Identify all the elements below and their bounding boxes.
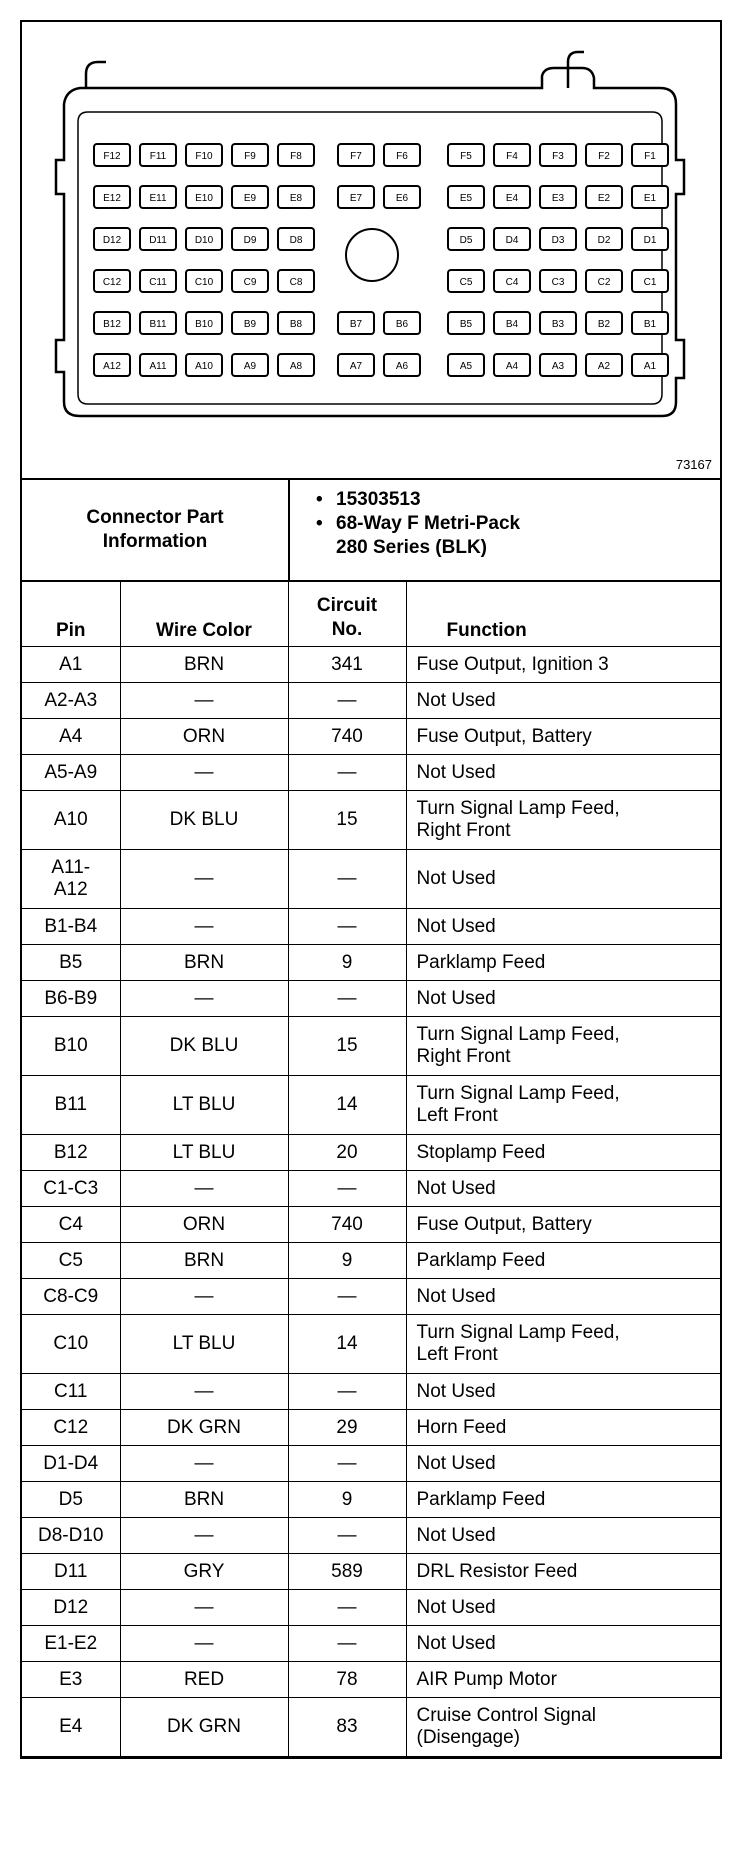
cavity-label: D8: [289, 235, 303, 246]
wire-color-cell: DK BLU: [120, 791, 288, 850]
cavity-label: B5: [459, 319, 473, 330]
function-cell: Parklamp Feed: [406, 1243, 720, 1279]
pin-cell: D1-D4: [22, 1446, 120, 1482]
cavity-label: E3: [551, 193, 565, 204]
table-row: [22, 719, 720, 755]
table-row: [22, 1482, 720, 1518]
cavity-label: A1: [643, 361, 657, 372]
pin-cell: D5: [22, 1482, 120, 1518]
wire-color-cell: —: [120, 1374, 288, 1410]
cavity-label: A12: [103, 361, 121, 372]
cavity-label: A8: [289, 361, 303, 372]
circuit-cell: 14: [288, 1076, 406, 1135]
function-cell: Fuse Output, Battery: [406, 719, 720, 755]
pin-cell: B10: [22, 1017, 120, 1076]
pin-cell: A4: [22, 719, 120, 755]
circuit-cell: 740: [288, 1207, 406, 1243]
connector-info-label: Connector Part Information: [22, 480, 290, 580]
cavity-label: F6: [396, 151, 408, 162]
wire-color-cell: BRN: [120, 1243, 288, 1279]
cavity-label: B11: [149, 319, 167, 330]
connector-center-latch: [568, 52, 584, 88]
cavity-label: C12: [102, 277, 122, 288]
function-cell: Parklamp Feed: [406, 1482, 720, 1518]
function-cell: Not Used: [406, 909, 720, 945]
cavity-label: B7: [349, 319, 363, 330]
cavity-label: E12: [103, 193, 121, 204]
pin-cell: A10: [22, 791, 120, 850]
cavity-label: B9: [243, 319, 257, 330]
pin-cell: C8-C9: [22, 1279, 120, 1315]
circuit-cell: 78: [288, 1662, 406, 1698]
function-cell: Turn Signal Lamp Feed, Left Front: [406, 1315, 720, 1374]
wire-color-cell: —: [120, 1518, 288, 1554]
cavity-label: E6: [395, 193, 409, 204]
cavity-label: E7: [349, 193, 363, 204]
table-row: [22, 1279, 720, 1315]
cavity-label: A2: [597, 361, 611, 372]
wire-color-cell: —: [120, 1626, 288, 1662]
table-row: [22, 1554, 720, 1590]
cavity-label: B6: [395, 319, 409, 330]
cavity-label: D9: [243, 235, 257, 246]
wire-color-cell: ORN: [120, 1207, 288, 1243]
table-row: [22, 1518, 720, 1554]
wire-color-cell: LT BLU: [120, 1135, 288, 1171]
cavity-label: C5: [459, 277, 473, 288]
header-wire-color: Wire Color: [120, 582, 288, 647]
table-row: [22, 791, 720, 850]
pin-cell: E1-E2: [22, 1626, 120, 1662]
table-row: [22, 1374, 720, 1410]
pin-cell: B1-B4: [22, 909, 120, 945]
wire-color-cell: DK BLU: [120, 1017, 288, 1076]
function-cell: Turn Signal Lamp Feed, Left Front: [406, 1076, 720, 1135]
cavity-label: F4: [506, 151, 518, 162]
function-cell: Stoplamp Feed: [406, 1135, 720, 1171]
cavity-label: C11: [149, 277, 167, 288]
table-row: [22, 945, 720, 981]
circuit-cell: —: [288, 981, 406, 1017]
circuit-cell: 20: [288, 1135, 406, 1171]
cavity-label: D11: [149, 235, 167, 246]
connector-left-latch: [86, 62, 106, 88]
table-row: [22, 647, 720, 683]
circuit-cell: 15: [288, 791, 406, 850]
table-row: [22, 1135, 720, 1171]
cavity-label: B12: [103, 319, 121, 330]
pin-cell: E4: [22, 1698, 120, 1757]
circuit-cell: —: [288, 1590, 406, 1626]
circuit-cell: 341: [288, 647, 406, 683]
circuit-cell: —: [288, 1374, 406, 1410]
cavity-label: D10: [194, 235, 214, 246]
wire-color-cell: —: [120, 1446, 288, 1482]
cavity-label: C8: [289, 277, 303, 288]
table-row: [22, 1590, 720, 1626]
pin-cell: D12: [22, 1590, 120, 1626]
cavity-label: A10: [195, 361, 213, 372]
pin-cell: A1: [22, 647, 120, 683]
function-cell: Not Used: [406, 981, 720, 1017]
cavity-label: E11: [149, 193, 167, 204]
cavity-label: F11: [149, 151, 167, 162]
cavity-label: B4: [505, 319, 519, 330]
function-cell: Not Used: [406, 1171, 720, 1207]
pin-cell: C4: [22, 1207, 120, 1243]
pin-cell: E3: [22, 1662, 120, 1698]
pin-cell: C5: [22, 1243, 120, 1279]
cavity-label: A5: [459, 361, 473, 372]
circuit-cell: —: [288, 755, 406, 791]
table-row: [22, 909, 720, 945]
wire-color-cell: RED: [120, 1662, 288, 1698]
wire-color-cell: —: [120, 850, 288, 909]
cavity-label: F5: [460, 151, 472, 162]
function-cell: Turn Signal Lamp Feed, Right Front: [406, 791, 720, 850]
wire-color-cell: LT BLU: [120, 1076, 288, 1135]
table-row: [22, 1315, 720, 1374]
cavity-label: A6: [395, 361, 409, 372]
function-cell: Not Used: [406, 1279, 720, 1315]
pin-table-header: [22, 582, 720, 647]
pin-cell: B6-B9: [22, 981, 120, 1017]
circuit-cell: —: [288, 1171, 406, 1207]
function-cell: Not Used: [406, 755, 720, 791]
cavity-label: F1: [644, 151, 656, 162]
table-row: [22, 1171, 720, 1207]
cavity-label: A9: [243, 361, 257, 372]
wire-color-cell: —: [120, 683, 288, 719]
cavity-label: A3: [551, 361, 565, 372]
circuit-cell: 740: [288, 719, 406, 755]
circuit-cell: 83: [288, 1698, 406, 1757]
pin-cell: A2-A3: [22, 683, 120, 719]
cavity-label: E10: [195, 193, 213, 204]
circuit-cell: 589: [288, 1554, 406, 1590]
function-cell: Not Used: [406, 1518, 720, 1554]
cavity-label: B1: [643, 319, 657, 330]
table-row: [22, 1243, 720, 1279]
header-function: Function: [406, 582, 720, 647]
cavity-label: B8: [289, 319, 303, 330]
table-row: [22, 683, 720, 719]
cavity-label: D3: [551, 235, 565, 246]
connector-face-drawing: [22, 22, 720, 478]
cavity-label: F10: [195, 151, 213, 162]
wire-color-cell: LT BLU: [120, 1315, 288, 1374]
table-row: [22, 1076, 720, 1135]
function-cell: Not Used: [406, 850, 720, 909]
header-circuit-no: Circuit No.: [288, 582, 406, 647]
cavity-label: F12: [103, 151, 121, 162]
function-cell: Fuse Output, Battery: [406, 1207, 720, 1243]
pin-cell: A11- A12: [22, 850, 120, 909]
function-cell: AIR Pump Motor: [406, 1662, 720, 1698]
pin-cell: B11: [22, 1076, 120, 1135]
function-cell: Horn Feed: [406, 1410, 720, 1446]
wire-color-cell: ORN: [120, 719, 288, 755]
wire-color-cell: —: [120, 909, 288, 945]
function-cell: Not Used: [406, 683, 720, 719]
function-cell: Not Used: [406, 1626, 720, 1662]
circuit-cell: —: [288, 1518, 406, 1554]
cavity-label: C2: [597, 277, 611, 288]
circuit-cell: —: [288, 909, 406, 945]
cavity-label: D1: [643, 235, 657, 246]
pin-cell: A5-A9: [22, 755, 120, 791]
circuit-cell: 15: [288, 1017, 406, 1076]
cavity-label: E2: [597, 193, 611, 204]
circuit-cell: 9: [288, 945, 406, 981]
wire-color-cell: —: [120, 981, 288, 1017]
cavity-label: A11: [149, 361, 167, 372]
cavity-label: F9: [244, 151, 256, 162]
cavity-label: C9: [243, 277, 257, 288]
function-cell: Not Used: [406, 1374, 720, 1410]
cavity-label: F7: [350, 151, 362, 162]
table-row: [22, 1698, 720, 1757]
connector-info-lines: [290, 480, 720, 580]
cavity-label: F8: [290, 151, 302, 162]
wire-color-cell: DK GRN: [120, 1410, 288, 1446]
cavity-label: C10: [194, 277, 214, 288]
pin-cell: C11: [22, 1374, 120, 1410]
cavity-label: E1: [643, 193, 657, 204]
cavity-label: D5: [459, 235, 473, 246]
table-row: [22, 1207, 720, 1243]
connector-type: • 68-Way F Metri-Pack 280 Series (BLK): [336, 512, 720, 560]
circuit-cell: —: [288, 683, 406, 719]
function-cell: Fuse Output, Ignition 3: [406, 647, 720, 683]
circuit-cell: —: [288, 1626, 406, 1662]
cavity-label: F2: [598, 151, 610, 162]
wire-color-cell: DK GRN: [120, 1698, 288, 1757]
figure-number: 73167: [675, 457, 712, 472]
cavity-label: B10: [195, 319, 213, 330]
circuit-cell: —: [288, 1446, 406, 1482]
function-cell: Not Used: [406, 1590, 720, 1626]
circuit-cell: —: [288, 1279, 406, 1315]
pin-cell: D11: [22, 1554, 120, 1590]
keying-post: [346, 229, 398, 281]
connector-part-information: [22, 480, 720, 582]
cavity-label: D12: [102, 235, 122, 246]
function-cell: DRL Resistor Feed: [406, 1554, 720, 1590]
table-row: [22, 1662, 720, 1698]
pin-cell: D8-D10: [22, 1518, 120, 1554]
wire-color-cell: BRN: [120, 1482, 288, 1518]
cavity-label: E4: [505, 193, 519, 204]
pin-cell: B12: [22, 1135, 120, 1171]
table-row: [22, 1410, 720, 1446]
table-row: [22, 1017, 720, 1076]
pin-cell: C1-C3: [22, 1171, 120, 1207]
cavity-label: A7: [349, 361, 363, 372]
connector-face-diagram: [22, 22, 720, 480]
circuit-cell: —: [288, 850, 406, 909]
cavity-label: B3: [551, 319, 565, 330]
wire-color-cell: —: [120, 1590, 288, 1626]
cavity-label: B2: [597, 319, 611, 330]
connector-sheet: [20, 20, 722, 1759]
part-number: • 15303513: [336, 488, 720, 512]
cavity-label: D4: [505, 235, 519, 246]
table-row: [22, 755, 720, 791]
cavity-label: C4: [505, 277, 519, 288]
wire-color-cell: GRY: [120, 1554, 288, 1590]
cavity-label: E5: [459, 193, 473, 204]
table-row: [22, 981, 720, 1017]
pin-table: [22, 582, 720, 1757]
wire-color-cell: BRN: [120, 945, 288, 981]
circuit-cell: 9: [288, 1243, 406, 1279]
wire-color-cell: —: [120, 1171, 288, 1207]
cavity-label: C1: [643, 277, 657, 288]
cavity-label: C3: [551, 277, 565, 288]
table-row: [22, 850, 720, 909]
circuit-cell: 14: [288, 1315, 406, 1374]
function-cell: Not Used: [406, 1446, 720, 1482]
wire-color-cell: —: [120, 755, 288, 791]
cavity-label: F3: [552, 151, 564, 162]
cavity-label: E8: [289, 193, 303, 204]
wire-color-cell: —: [120, 1279, 288, 1315]
cavity-label: A4: [505, 361, 519, 372]
function-cell: Parklamp Feed: [406, 945, 720, 981]
pin-cell: B5: [22, 945, 120, 981]
cavity-label: D2: [597, 235, 611, 246]
wire-color-cell: BRN: [120, 647, 288, 683]
cavity-label: E9: [243, 193, 257, 204]
function-cell: Cruise Control Signal (Disengage): [406, 1698, 720, 1757]
circuit-cell: 9: [288, 1482, 406, 1518]
pin-cell: C10: [22, 1315, 120, 1374]
pin-cell: C12: [22, 1410, 120, 1446]
function-cell: Turn Signal Lamp Feed, Right Front: [406, 1017, 720, 1076]
table-row: [22, 1446, 720, 1482]
header-pin: Pin: [22, 582, 120, 647]
circuit-cell: 29: [288, 1410, 406, 1446]
table-row: [22, 1626, 720, 1662]
